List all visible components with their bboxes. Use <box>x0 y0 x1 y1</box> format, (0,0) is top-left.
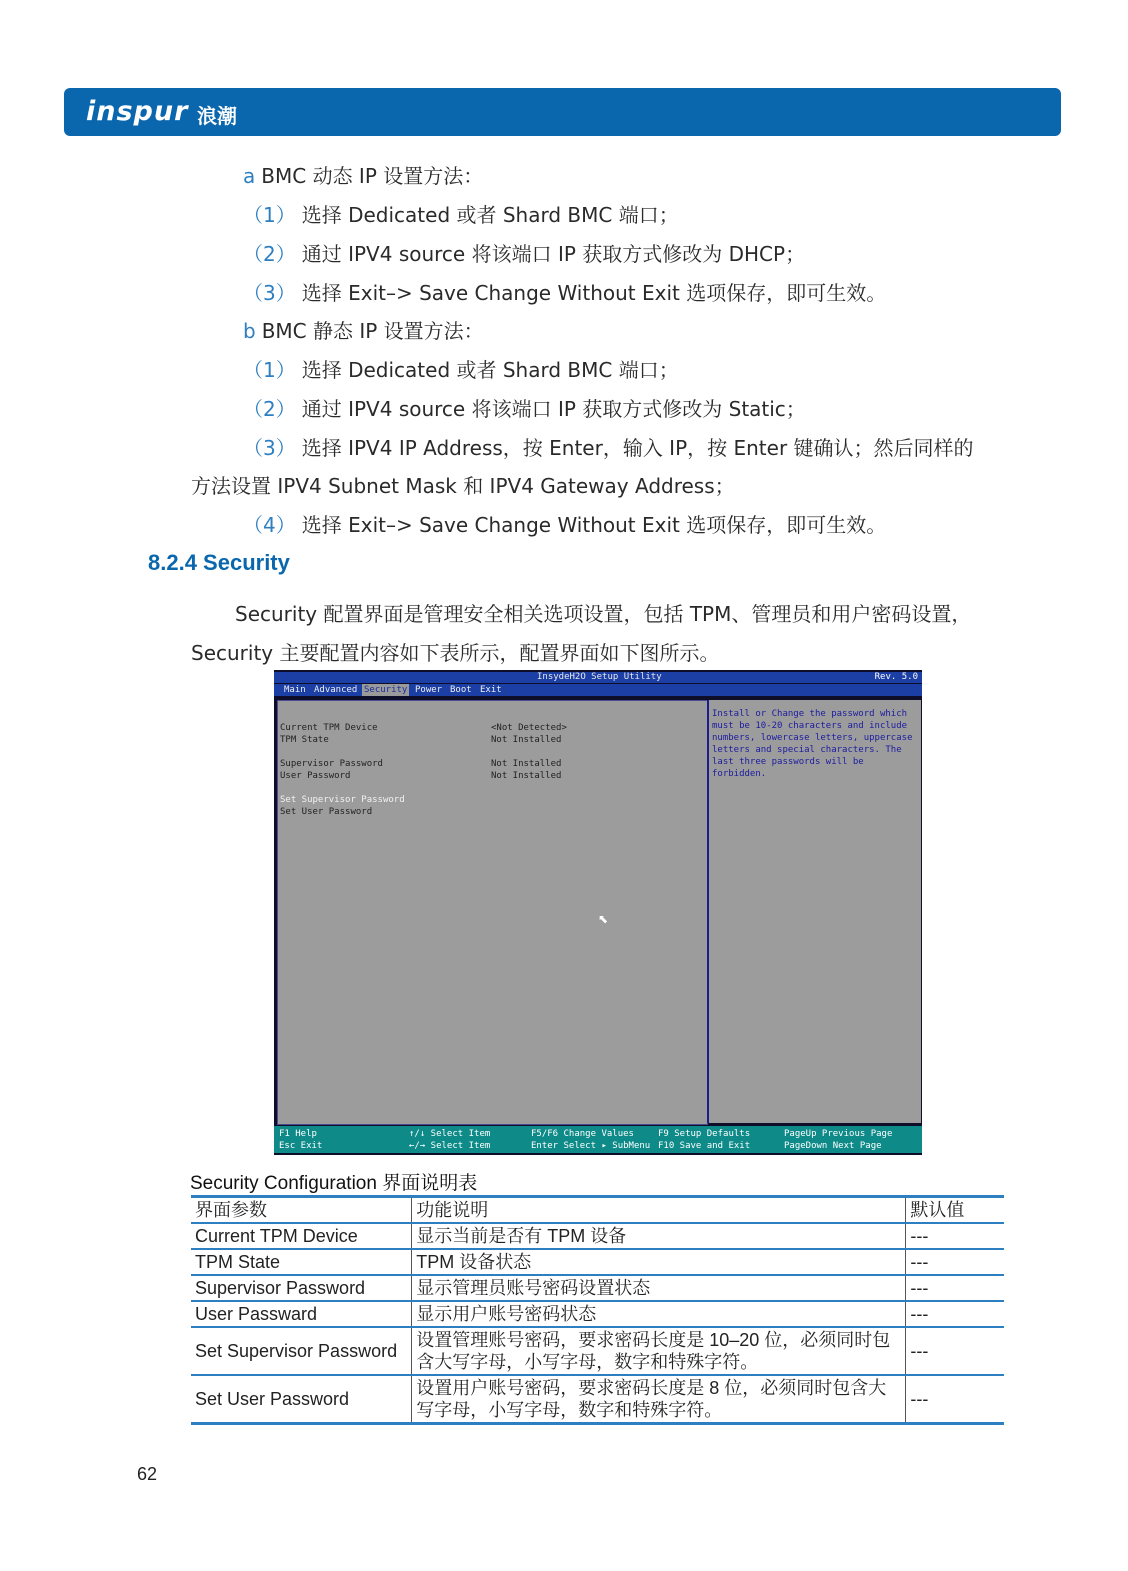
bios-title-bar <box>274 672 922 683</box>
step-a-title: a BMC 动态 IP 设置方法： <box>243 164 484 188</box>
page-number: 62 <box>137 1464 158 1484</box>
table-row <box>191 1301 1004 1327</box>
bios-help-text: Install or Change the password which must be 10-20 characters and include numbers, lowercase letters, uppercase letters and special characters. The last three passwords will be forbidden. <box>712 709 913 779</box>
bios-footer <box>274 1126 922 1153</box>
table-cell: --- <box>906 1327 1004 1375</box>
bios-rev: Rev. 5.0 <box>874 672 918 682</box>
table-row <box>191 1249 1004 1275</box>
bios-key-enter: Enter Select ▸ SubMenu <box>531 1141 651 1151</box>
bios-key-pageup: PageUp Previous Page <box>784 1129 893 1139</box>
bios-title: InsydeH2O Setup Utility <box>537 672 662 682</box>
bios-menu-power[interactable]: Power <box>415 685 443 695</box>
table-cell: Supervisor Password <box>191 1275 412 1301</box>
table-header-cell: 界面参数 <box>191 1197 412 1224</box>
bios-menu-main[interactable]: Main <box>284 685 306 695</box>
bios-key-f5f6: F5/F6 Change Values <box>531 1129 634 1139</box>
set-supervisor-password-option[interactable]: Set Supervisor Password <box>280 795 405 805</box>
bios-key-pagedown: PageDown Next Page <box>784 1141 882 1151</box>
table-row <box>191 1375 1004 1424</box>
set-user-password-option[interactable]: Set User Password <box>280 807 373 817</box>
bios-item-label: Supervisor Password <box>280 759 383 769</box>
mouse-pointer-icon: ⬉ <box>598 912 609 926</box>
table-cell: --- <box>906 1301 1004 1327</box>
bios-key-f1: F1 Help <box>279 1129 317 1139</box>
table-cell: TPM 设备状态 <box>412 1249 906 1275</box>
table-row <box>191 1275 1004 1301</box>
table-header-row <box>191 1197 1004 1224</box>
step-b-title: b BMC 静态 IP 设置方法： <box>243 319 484 343</box>
bios-key-f10: F10 Save and Exit <box>658 1141 751 1151</box>
bios-menu-boot[interactable]: Boot <box>450 685 472 695</box>
table-cell: 显示管理员账号密码设置状态 <box>412 1275 906 1301</box>
bios-item-value: Not Installed <box>491 735 562 745</box>
table-caption: Security Configuration 界面说明表 <box>190 1173 478 1194</box>
bios-item-label: User Password <box>280 771 351 781</box>
bios-key-f9: F9 Setup Defaults <box>658 1129 751 1139</box>
table-cell: --- <box>906 1275 1004 1301</box>
table-cell: User Passward <box>191 1301 412 1327</box>
bios-menu-security[interactable]: Security <box>364 685 408 695</box>
step-a3: （3） 选择 Exit–> Save Change Without Exit 选项保存，即可生效。 <box>243 281 887 305</box>
table-cell: --- <box>906 1375 1004 1424</box>
step-a2: （2） 通过 IPV4 source 将该端口 IP 获取方式修改为 DHCP； <box>243 242 806 266</box>
table-header-cell: 默认值 <box>906 1197 1004 1224</box>
step-b3: （3） 选择 IPV4 IP Address，按 Enter，输入 IP，按 Enter 键确认；然后同样的 <box>243 436 974 460</box>
bios-menu-advanced[interactable]: Advanced <box>314 685 358 695</box>
table-row <box>191 1327 1004 1375</box>
inspur-logo-cn: 浪潮 <box>197 104 237 128</box>
section-title: 8.2.4 Security <box>148 550 290 575</box>
table-cell: 显示当前是否有 TPM 设备 <box>412 1223 906 1249</box>
table-cell: --- <box>906 1223 1004 1249</box>
inspur-logo: inspur <box>86 96 189 127</box>
section-intro-2: Security 主要配置内容如下表所示，配置界面如下图所示。 <box>191 641 720 665</box>
bios-menu-bar <box>274 684 922 696</box>
table-cell: 显示用户账号密码状态 <box>412 1301 906 1327</box>
security-config-table <box>191 1195 1004 1425</box>
bios-settings-panel <box>277 700 708 1125</box>
bios-menu-exit[interactable]: Exit <box>480 685 502 695</box>
step-b3-cont: 方法设置 IPV4 Subnet Mask 和 IPV4 Gateway Address； <box>191 474 735 498</box>
table-cell: TPM State <box>191 1249 412 1275</box>
bios-item-value: Not Installed <box>491 759 562 769</box>
step-a1: （1） 选择 Dedicated 或者 Shard BMC 端口； <box>243 203 679 227</box>
bios-item-label: Current TPM Device <box>280 723 378 733</box>
table-cell: Set User Password <box>191 1375 412 1424</box>
table-cell: 设置管理账号密码，要求密码长度是 10–20 位，必须同时包含大写字母，小写字母，数字和特殊字符。 <box>412 1327 906 1375</box>
bios-item-label: TPM State <box>280 735 329 745</box>
header-bar <box>64 88 1061 136</box>
table-cell: --- <box>906 1249 1004 1275</box>
table-row <box>191 1223 1004 1249</box>
bios-item-value: Not Installed <box>491 771 562 781</box>
step-b4: （4） 选择 Exit–> Save Change Without Exit 选项保存，即可生效。 <box>243 513 887 537</box>
bios-key-leftright: ←/→ Select Item <box>409 1141 491 1151</box>
section-intro-1: Security 配置界面是管理安全相关选项设置，包括 TPM、管理员和用户密码设置， <box>235 602 972 626</box>
bios-item-value: <Not Detected> <box>491 723 567 733</box>
bios-key-updown: ↑/↓ Select Item <box>409 1129 491 1139</box>
step-b1: （1） 选择 Dedicated 或者 Shard BMC 端口； <box>243 358 679 382</box>
table-cell: Set Supervisor Password <box>191 1327 412 1375</box>
step-b2: （2） 通过 IPV4 source 将该端口 IP 获取方式修改为 Static； <box>243 397 806 421</box>
bios-help-panel <box>707 700 921 1123</box>
bios-key-esc: Esc Exit <box>279 1141 323 1151</box>
table-cell: Current TPM Device <box>191 1223 412 1249</box>
table-cell: 设置用户账号密码，要求密码长度是 8 位，必须同时包含大写字母，小写字母，数字和特殊字符。 <box>412 1375 906 1424</box>
table-header-cell: 功能说明 <box>412 1197 906 1224</box>
